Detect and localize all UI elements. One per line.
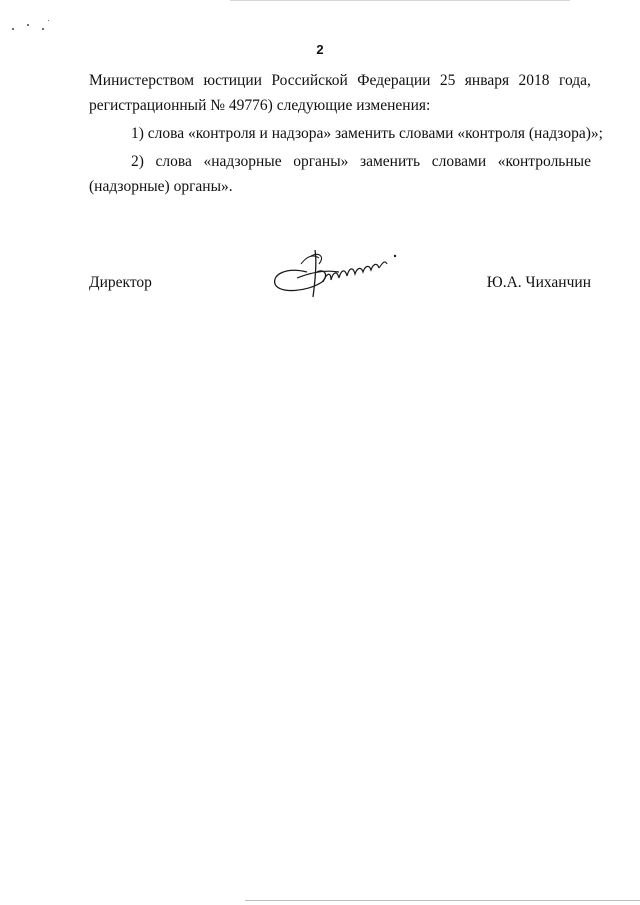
word: 2) bbox=[131, 153, 144, 170]
word: января bbox=[464, 72, 510, 89]
word: органы» bbox=[293, 153, 349, 170]
word: Российской bbox=[271, 72, 348, 89]
scan-speck bbox=[12, 28, 14, 30]
scan-edge-top bbox=[230, 0, 570, 1]
paragraph-line-2: регистрационный № 49776) следующие изменения: bbox=[89, 97, 431, 114]
word: Министерством bbox=[89, 72, 195, 89]
amendment-item-1: 1) слова «контроля и надзора» заменить словами «контроля (надзора)»; bbox=[131, 125, 603, 142]
page-number: 2 bbox=[316, 42, 324, 57]
paragraph-line-1 bbox=[89, 68, 591, 93]
amendment-item-2-continued: (надзорные) органы». bbox=[89, 178, 233, 195]
scan-speck bbox=[48, 20, 49, 21]
word: слова bbox=[155, 153, 192, 170]
signer-name: Ю.А. Чиханчин bbox=[486, 274, 591, 291]
amendment-item-2 bbox=[89, 149, 591, 174]
word: юстиции bbox=[203, 72, 262, 89]
scan-speck bbox=[42, 28, 44, 30]
document-body bbox=[89, 68, 603, 199]
word: заменить bbox=[359, 153, 421, 170]
word: «надзорные bbox=[203, 153, 282, 170]
word: 25 bbox=[439, 72, 456, 89]
scan-speck bbox=[27, 24, 29, 26]
word: 2018 bbox=[518, 72, 550, 89]
word: словами bbox=[431, 153, 487, 170]
signer-title: Директор bbox=[89, 274, 152, 291]
scan-edge-bottom bbox=[245, 900, 640, 901]
word: Федерации bbox=[357, 72, 431, 89]
word: «контрольные bbox=[497, 153, 591, 170]
handwritten-signature bbox=[267, 242, 427, 302]
word: года, bbox=[558, 72, 591, 89]
